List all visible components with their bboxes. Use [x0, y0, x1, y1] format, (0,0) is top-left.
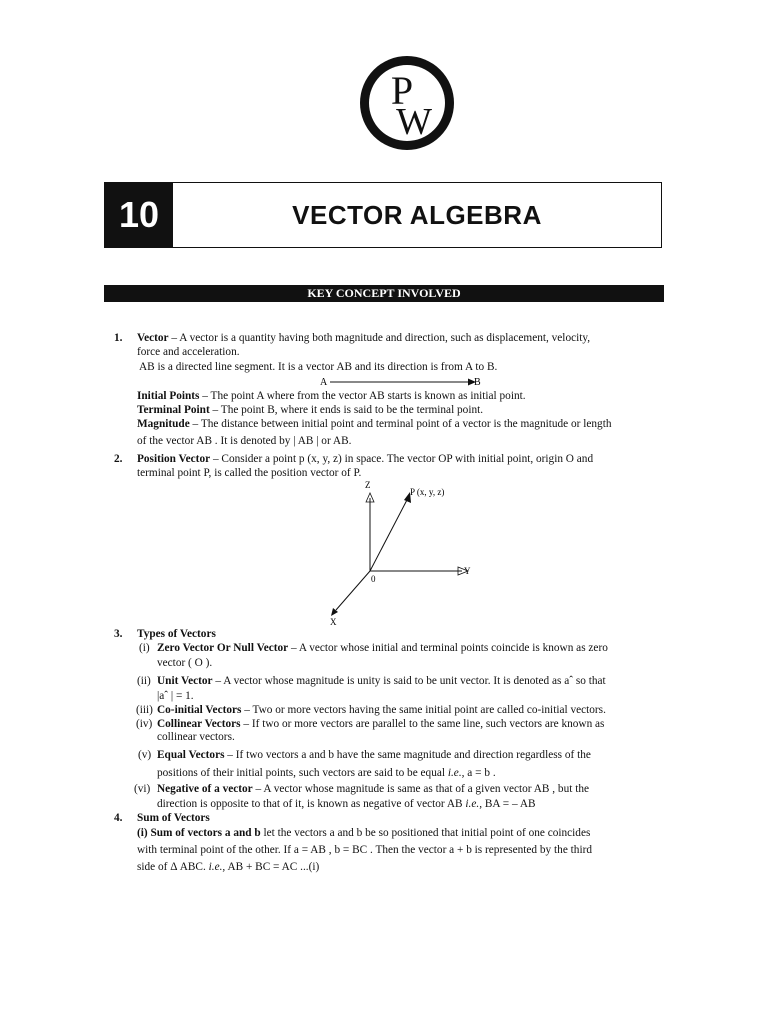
item-number: 2.: [114, 453, 123, 465]
unit-vector-line2: |aˆ | = 1.: [157, 690, 194, 702]
zero-vector-label: (i): [139, 642, 150, 654]
chapter-header: [104, 182, 662, 248]
coinitial-label: (iii): [136, 704, 153, 716]
term-vector: Vector: [137, 332, 169, 344]
item2-line1: Position Vector – Consider a point p (x, y, z) in space. The vector OP with initial point, origin O and: [137, 453, 594, 465]
item4-heading: Sum of Vectors: [137, 812, 210, 824]
item-number: 4.: [114, 812, 123, 824]
equal-vectors-line: Equal Vectors – If two vectors a and b have the same magnitude and direction regardless of the: [157, 749, 591, 761]
item3-heading: Types of Vectors: [137, 628, 216, 640]
item-number: 3.: [114, 628, 123, 640]
coinitial-line: Co-initial Vectors – Two or more vectors having the same initial point are called co-initial vectors.: [157, 704, 606, 716]
chapter-title: VECTOR ALGEBRA: [292, 199, 542, 230]
axis-label-x: X: [330, 617, 337, 627]
sum-vectors-line2: with terminal point of the other. If a = AB , b = BC . Then the vector a + b is represented by the third: [137, 844, 592, 856]
item2-line2: terminal point P, is called the position vector of P.: [137, 467, 362, 479]
equal-vectors-label: (v): [138, 749, 152, 761]
diagram-label-a: A: [320, 377, 328, 388]
item1-line1: Vector – A vector is a quantity having both magnitude and direction, such as displacement, velocity,: [137, 332, 591, 344]
sum-vectors-line1: (i) Sum of vectors a and b let the vectors a and b be so positioned that initial point of one coincides: [137, 827, 591, 839]
initial-points-line: Initial Points – The point A where from the vector AB starts is known as initial point.: [137, 390, 526, 402]
logo-letter-p: P: [390, 68, 414, 113]
chapter-number: 10: [105, 183, 173, 247]
axis-label-y: Y: [464, 566, 471, 576]
unit-vector-line: Unit Vector – A vector whose magnitude is unity is said to be unit vector. It is denoted as aˆ so that: [157, 675, 606, 687]
item-number: 1.: [114, 332, 123, 344]
unit-vector-label: (ii): [137, 675, 151, 687]
logo-letter-w: W: [396, 101, 432, 143]
point-p-label: P (x, y, z): [410, 487, 445, 497]
ab-arrow-diagram: [320, 375, 485, 389]
terminal-point-line: Terminal Point – The point B, where it ends is said to be the terminal point.: [137, 404, 484, 416]
pw-logo: [358, 54, 456, 152]
negative-vector-label: (vi): [134, 783, 151, 795]
magnitude-line: Magnitude – The distance between initial point and terminal point of a vector is the magnitude or length: [137, 418, 612, 430]
equal-vectors-line2: positions of their initial points, such vectors are said to be equal i.e., a = b .: [157, 767, 496, 779]
origin-label: 0: [371, 574, 376, 584]
item1-line2: force and acceleration.: [137, 346, 240, 358]
collinear-line: Collinear Vectors – If two or more vectors are parallel to the same line, such vectors are known as: [157, 718, 605, 730]
sum-vectors-line3: side of Δ ABC. i.e., AB + BC = AC ...(i): [137, 861, 320, 873]
magnitude-line2: of the vector AB . It is denoted by | AB | or AB.: [137, 435, 352, 447]
collinear-label: (iv): [136, 718, 153, 730]
axis-label-z: Z: [365, 480, 371, 490]
section-title-bar: KEY CONCEPT INVOLVED: [104, 285, 664, 302]
item1-line3: AB is a directed line segment. It is a vector AB and its direction is from A to B.: [139, 361, 498, 373]
zero-vector-line: Zero Vector Or Null Vector – A vector whose initial and terminal points coincide is known as zero: [157, 642, 608, 654]
negative-vector-line2: direction is opposite to that of it, is known as negative of vector AB i.e., BA = – AB: [157, 798, 536, 810]
negative-vector-line: Negative of a vector – A vector whose magnitude is same as that of a given vector AB , but the: [157, 783, 589, 795]
position-vector-diagram: [318, 478, 488, 628]
collinear-line2: collinear vectors.: [157, 731, 235, 743]
zero-vector-line2: vector ( O ).: [157, 657, 213, 669]
diagram-label-b: B: [474, 377, 481, 388]
